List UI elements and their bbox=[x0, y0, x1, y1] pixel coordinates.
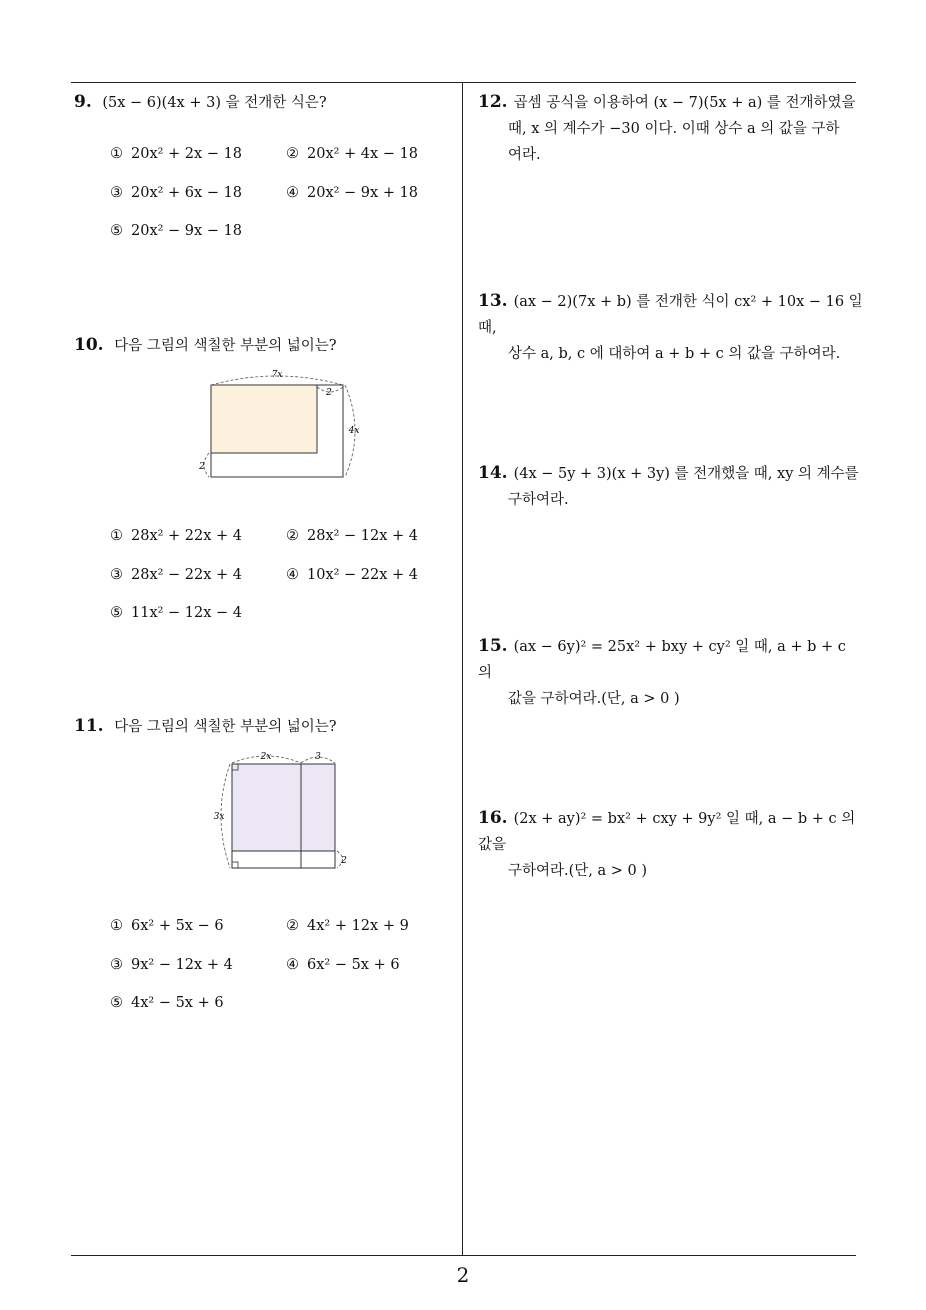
label-inner: 2 bbox=[326, 388, 332, 398]
option-expression: 28x² − 22x + 4 bbox=[131, 567, 243, 583]
column-divider bbox=[462, 82, 463, 1256]
question-12 bbox=[478, 89, 858, 168]
question-text: 다음 그림의 색칠한 부분의 넓이는? bbox=[114, 719, 337, 735]
question-text-line: 상수 a, b, c 에 대하여 a + b + c 의 값을 구하여라. bbox=[508, 346, 841, 362]
option-expression: 20x² + 2x − 18 bbox=[131, 146, 243, 162]
option-expression: 20x² + 4x − 18 bbox=[307, 146, 419, 162]
question-text-line: (ax − 6y)² = 25x² + bxy + cy² 일 때, a + b + c 의 bbox=[478, 639, 846, 681]
option-1[interactable] bbox=[110, 918, 224, 934]
option-4[interactable] bbox=[286, 185, 418, 201]
option-marker: ④ bbox=[286, 185, 299, 201]
option-expression: 9x² − 12x + 4 bbox=[131, 957, 233, 973]
option-5[interactable] bbox=[110, 995, 224, 1011]
question-9 bbox=[74, 89, 327, 116]
question-text-line: (4x − 5y + 3)(x + 3y) 를 전개했을 때, xy 의 계수를 bbox=[513, 466, 859, 482]
question-11 bbox=[74, 713, 337, 740]
question-text-line: (2x + ay)² = bx² + cxy + 9y² 일 때, a − b + c 의 값을 bbox=[478, 811, 856, 853]
option-expression: 20x² − 9x − 18 bbox=[131, 223, 243, 239]
option-expression: 20x² − 9x + 18 bbox=[307, 185, 419, 201]
label-top: 7x bbox=[271, 370, 283, 380]
label-left: 3x bbox=[213, 812, 225, 822]
option-marker: ① bbox=[110, 918, 123, 934]
question-number: 11. bbox=[74, 716, 104, 736]
option-expression: 6x² − 5x + 6 bbox=[307, 957, 400, 973]
shaded-region bbox=[232, 764, 335, 851]
question-text-line: 곱셈 공식을 이용하여 (x − 7)(5x + a) 를 전개하였을 bbox=[513, 95, 856, 111]
question-number: 15. bbox=[478, 636, 508, 656]
question-10 bbox=[74, 332, 337, 359]
question-text: (5x − 6)(4x + 3) 을 전개한 식은? bbox=[102, 95, 327, 111]
option-marker: ④ bbox=[286, 957, 299, 973]
label-top-left: 2x bbox=[260, 752, 272, 762]
question-16 bbox=[478, 805, 863, 884]
question-15 bbox=[478, 633, 863, 712]
option-5[interactable] bbox=[110, 223, 242, 239]
question-number: 16. bbox=[478, 808, 508, 828]
question-text-line: (ax − 2)(7x + b) 를 전개한 식이 cx² + 10x − 16 일 때, bbox=[478, 294, 863, 336]
question-13 bbox=[478, 288, 863, 367]
label-right: 2 bbox=[341, 856, 347, 866]
option-marker: ⑤ bbox=[110, 995, 123, 1011]
label-right: 4x bbox=[348, 426, 360, 436]
option-2[interactable] bbox=[286, 146, 418, 162]
option-marker: ③ bbox=[110, 957, 123, 973]
label-left: 2 bbox=[199, 462, 205, 472]
option-expression: 6x² + 5x − 6 bbox=[131, 918, 224, 934]
question-number: 12. bbox=[478, 92, 508, 112]
shaded-region bbox=[211, 385, 317, 453]
option-3[interactable] bbox=[110, 185, 242, 201]
bottom-strip bbox=[232, 851, 335, 868]
figure-q10 bbox=[195, 365, 370, 485]
option-2[interactable] bbox=[286, 528, 418, 544]
option-4[interactable] bbox=[286, 957, 400, 973]
option-expression: 10x² − 22x + 4 bbox=[307, 567, 419, 583]
option-marker: ③ bbox=[110, 567, 123, 583]
option-marker: ③ bbox=[110, 185, 123, 201]
question-14 bbox=[478, 460, 863, 513]
option-marker: ① bbox=[110, 528, 123, 544]
option-marker: ④ bbox=[286, 567, 299, 583]
option-expression: 28x² + 22x + 4 bbox=[131, 528, 243, 544]
question-number: 10. bbox=[74, 335, 104, 355]
option-marker: ② bbox=[286, 918, 299, 934]
option-marker: ① bbox=[110, 146, 123, 162]
option-5[interactable] bbox=[110, 605, 242, 621]
question-number: 13. bbox=[478, 291, 508, 311]
option-expression: 4x² − 5x + 6 bbox=[131, 995, 224, 1011]
option-1[interactable] bbox=[110, 528, 242, 544]
option-expression: 11x² − 12x − 4 bbox=[131, 605, 243, 621]
option-expression: 20x² + 6x − 18 bbox=[131, 185, 243, 201]
top-rule bbox=[71, 82, 856, 83]
bottom-rule bbox=[71, 1255, 856, 1256]
option-marker: ⑤ bbox=[110, 605, 123, 621]
question-text-line: 값을 구하여라.(단, a > 0 ) bbox=[508, 691, 680, 707]
option-expression: 28x² − 12x + 4 bbox=[307, 528, 419, 544]
question-text-line: 여라. bbox=[508, 147, 541, 163]
figure-q11 bbox=[208, 745, 358, 875]
option-expression: 4x² + 12x + 9 bbox=[307, 918, 409, 934]
option-marker: ② bbox=[286, 528, 299, 544]
option-2[interactable] bbox=[286, 918, 409, 934]
option-marker: ② bbox=[286, 146, 299, 162]
label-top-right: 3 bbox=[315, 752, 321, 762]
question-text-line: 구하여라. bbox=[508, 492, 569, 508]
question-number: 9. bbox=[74, 92, 92, 112]
option-1[interactable] bbox=[110, 146, 242, 162]
option-4[interactable] bbox=[286, 567, 418, 583]
question-text-line: 때, x 의 계수가 −30 이다. 이때 상수 a 의 값을 구하 bbox=[508, 121, 840, 137]
page-number: 2 bbox=[456, 1263, 470, 1287]
question-text: 다음 그림의 색칠한 부분의 넓이는? bbox=[114, 338, 337, 354]
option-3[interactable] bbox=[110, 957, 233, 973]
option-marker: ⑤ bbox=[110, 223, 123, 239]
option-3[interactable] bbox=[110, 567, 242, 583]
question-text-line: 구하여라.(단, a > 0 ) bbox=[508, 863, 648, 879]
question-number: 14. bbox=[478, 463, 508, 483]
